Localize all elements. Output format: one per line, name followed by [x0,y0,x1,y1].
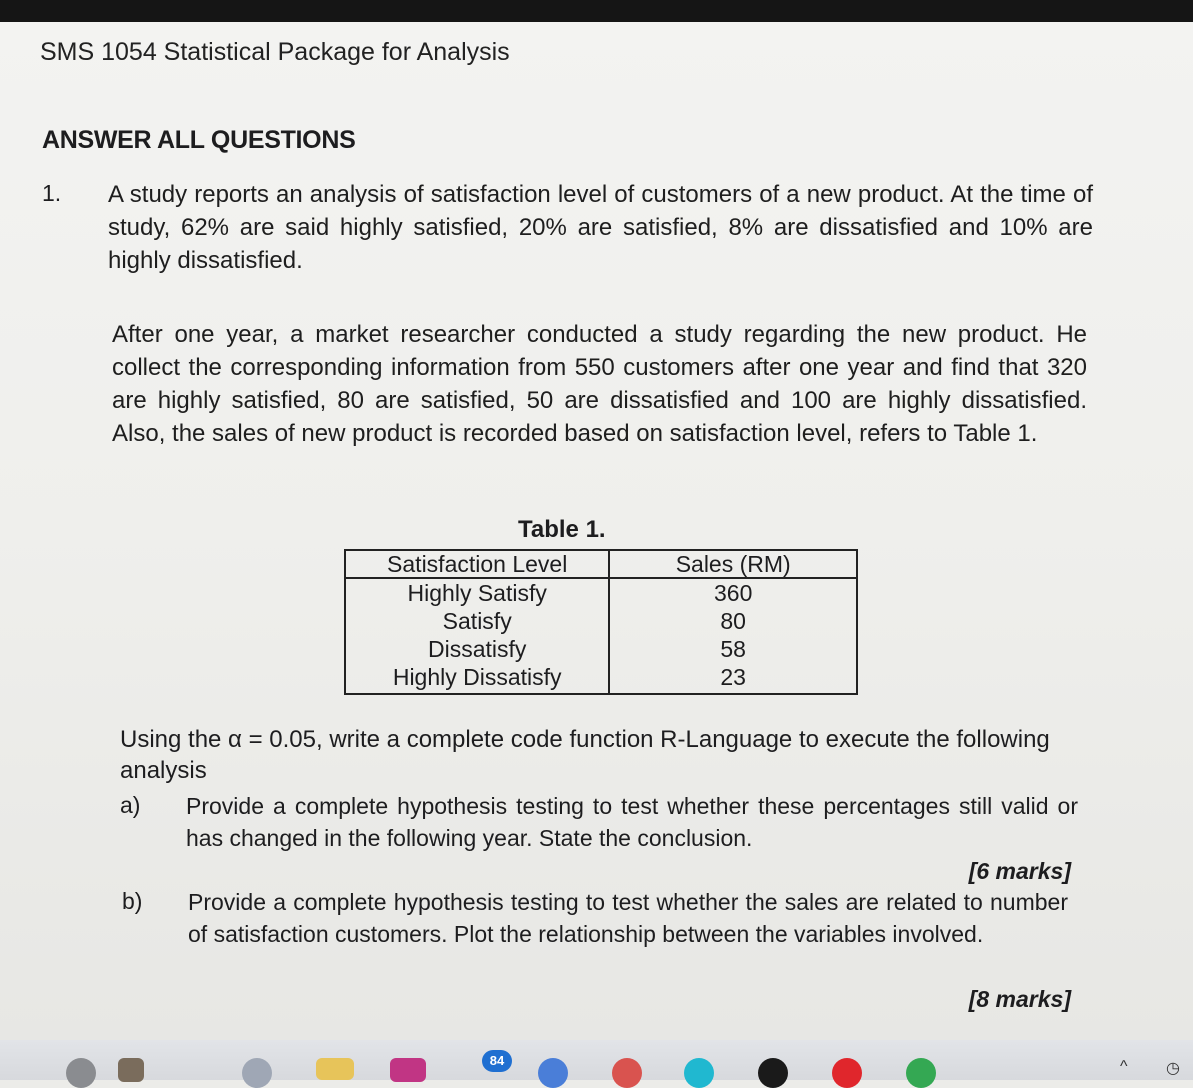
course-header: SMS 1054 Statistical Package for Analysis [40,38,510,66]
cell-level: Dissatisfy [345,635,609,663]
wifi-icon[interactable]: ◷ [1166,1060,1180,1077]
question-paragraph-1: A study reports an analysis of satisfaction level of customers of a new product. At the time of study, 62% are said highly satisfied, 20% are satisfied, 8% are dissatisfied and 10% are highly dissatisfied. [108,181,1093,274]
cell-sales: 58 [720,636,746,662]
folder-icon[interactable] [316,1058,354,1080]
table-caption: Table 1. [518,516,606,543]
cell-sales: 360 [714,580,753,606]
canva-icon[interactable] [684,1058,714,1088]
cell-sales: 23 [720,664,746,690]
notification-badge: 84 [482,1050,512,1072]
taskbar [0,1040,1193,1080]
question-paragraph-2: After one year, a market researcher conducted a study regarding the new product. He collect the corresponding information from 550 customers after one year and find that 320 are highly satisfied, 80 are satisfied, 50 are dissatisfied and 100 are highly dissatisfied. Also, the sales of new product is recorded based on satisfaction level, refers to Table 1. [112,321,1087,447]
header-satisfaction-level: Satisfaction Level [345,550,609,578]
chrome-icon[interactable] [906,1058,936,1088]
analysis-instruction: Using the α = 0.05, write a complete code function R-Language to execute the following analysis [120,726,1050,784]
search-icon[interactable] [66,1058,96,1088]
exam-page [0,22,1193,1040]
table-header-row [345,550,857,578]
part-b-text: Provide a complete hypothesis testing to test whether the sales are related to number of satisfaction customers. Plot the relationship between the variables involved. [188,889,1068,947]
file-explorer-icon[interactable] [242,1058,272,1088]
cell-level: Satisfy [345,607,609,635]
table-row [345,578,857,607]
cell-level: Highly Satisfy [345,578,609,607]
part-b-marks: [8 marks] [968,986,1071,1012]
instagram-icon[interactable] [390,1058,426,1082]
sales-table [344,549,858,695]
part-a-marks: [6 marks] [968,858,1071,884]
part-a-text: Provide a complete hypothesis testing to test whether these percentages still valid or has changed in the following year. State the conclusion. [186,793,1078,851]
opera-icon[interactable] [832,1058,862,1088]
section-heading: ANSWER ALL QUESTIONS [42,126,356,154]
question-number: 1. [42,180,62,206]
screen-bezel [0,0,1193,22]
chevron-up-icon[interactable]: ^ [1120,1058,1128,1075]
messenger-icon[interactable] [538,1058,568,1088]
cell-level: Highly Dissatisfy [345,663,609,694]
cell-sales: 80 [720,608,746,634]
widgets-icon[interactable] [118,1058,144,1082]
part-b-letter: b) [122,888,143,914]
table-row [345,635,857,663]
table-row [345,607,857,635]
table-row [345,663,857,694]
header-sales: Sales (RM) [609,550,857,578]
browser-icon[interactable] [612,1058,642,1088]
part-a-letter: a) [120,792,141,818]
tiktok-icon[interactable] [758,1058,788,1088]
